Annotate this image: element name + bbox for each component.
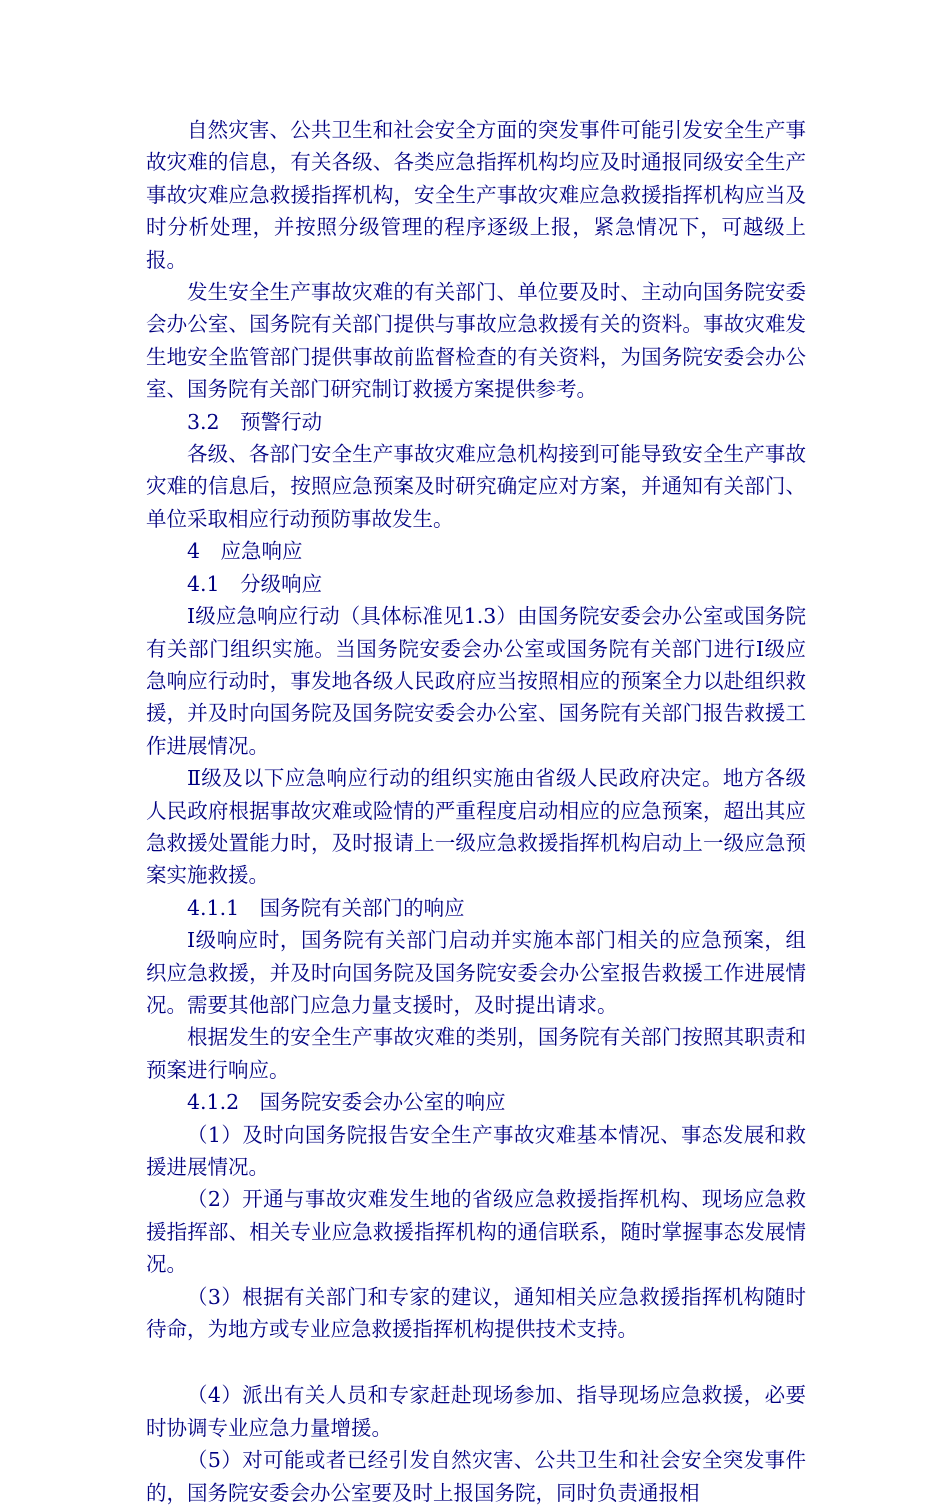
paragraph-warning-action: 各级、各部门安全生产事故灾难应急机构接到可能导致安全生产事故灾难的信息后，按照应急预案及时研究确定应对方案，并通知有关部门、单位采取相应行动预防事故发生。: [146, 442, 806, 531]
heading-4: 4 应急响应: [187, 539, 303, 564]
heading-4-1: 4.1 分级响应: [187, 571, 323, 596]
paragraph-level-2: Ⅱ级及以下应急响应行动的组织实施由省级人民政府决定。地方各级人民政府根据事故灾难或险情的严重程度启动相应的应急预案，超出其应急救援处置能力时，及时报请上一级应急救援指挥机构启动上一级应急预案实施救援。: [146, 766, 806, 888]
paragraph-gap: [146, 1345, 806, 1379]
list-item-5: （5）对可能或者已经引发自然灾害、公共卫生和社会安全突发事件的，国务院安委会办公室要及时上报国务院，同时负责通报相: [146, 1448, 806, 1505]
heading-4-1-2: 4.1.2 国务院安委会办公室的响应: [187, 1090, 506, 1115]
list-item-3: （3）根据有关部门和专家的建议，通知相关应急救援指挥机构随时待命，为地方或专业应急救援指挥机构提供技术支持。: [146, 1284, 806, 1342]
heading-4-1-1: 4.1.1 国务院有关部门的响应: [187, 895, 465, 920]
list-item-4: （4）派出有关人员和专家赶赴现场参加、指导现场应急救援，必要时协调专业应急力量增援。: [146, 1383, 806, 1440]
paragraph-dept-category: 根据发生的安全生产事故灾难的类别，国务院有关部门按照其职责和预案进行响应。: [146, 1025, 806, 1082]
paragraph-dept-response: Ⅰ级响应时，国务院有关部门启动并实施本部门相关的应急预案，组织应急救援，并及时向国务院及国务院安委会办公室报告救援工作进展情况。需要其他部门应急力量支援时，及时提出请求。: [146, 928, 806, 1017]
list-item-2: （2）开通与事故灾难发生地的省级应急救援指挥机构、现场应急救援指挥部、相关专业应急救援指挥机构的通信联系，随时掌握事态发展情况。: [146, 1187, 806, 1277]
heading-3-2: 3.2 预警行动: [187, 409, 323, 434]
list-item-1: （1）及时向国务院报告安全生产事故灾难基本情况、事态发展和救援进展情况。: [146, 1122, 806, 1179]
paragraph-materials: 发生安全生产事故灾难的有关部门、单位要及时、主动向国务院安委会办公室、国务院有关部门提供与事故应急救援有关的资料。事故灾难发生地安全监管部门提供事故前监督检查的有关资料，为国务院安委会办公室、国务院有关部门研究制订救援方案提供参考。: [146, 280, 806, 402]
paragraph-level-1: Ⅰ级应急响应行动（具体标准见1.3）由国务院安委会办公室或国务院有关部门组织实施。当国务院安委会办公室或国务院有关部门进行Ⅰ级应急响应行动时，事发地各级人民政府应当按照相应的预案全力以赴组织救援，并及时向国务院及国务院安委会办公室、国务院有关部门报告救援工作进展情况。: [146, 604, 806, 758]
paragraph-info-reporting: 自然灾害、公共卫生和社会安全方面的突发事件可能引发安全生产事故灾难的信息，有关各级、各类应急指挥机构均应及时通报同级安全生产事故灾难应急救援指挥机构，安全生产事故灾难应急救援指挥机构应当及时分析处理，并按照分级管理的程序逐级上报，紧急情况下，可越级上报。: [146, 118, 806, 272]
document-body: [146, 114, 806, 1509]
